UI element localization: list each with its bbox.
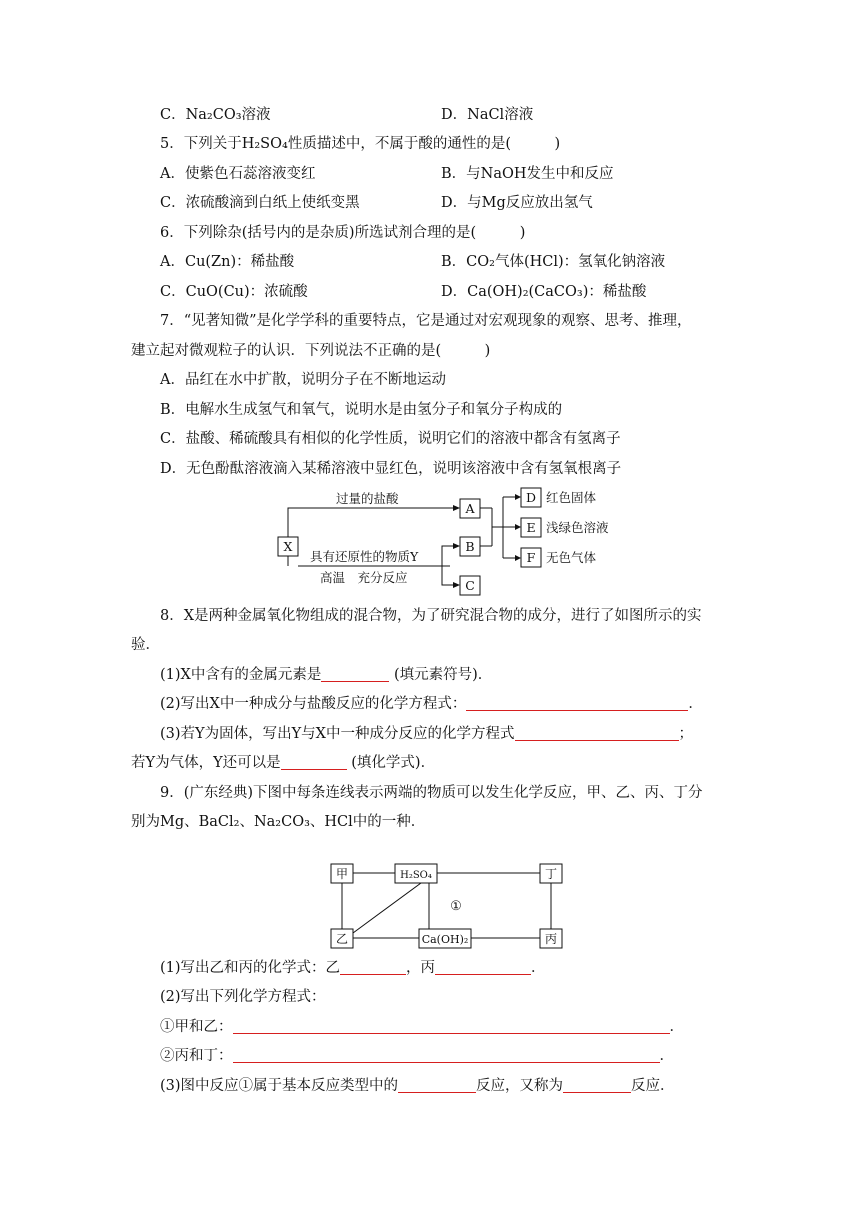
q8-part3: (3)若Y为固体，写出Y与X中一种成分反应的化学方程式 ； — [160, 726, 694, 742]
q8-stem-line1: 8．X是两种金属氧化物组成的混合物，为了研究混合物的成分，进行了如图所示的实 — [160, 608, 702, 624]
label-colorless-gas: 无色气体 — [546, 550, 597, 565]
q9-blank-jia-yi[interactable] — [233, 1019, 670, 1034]
q8-part1: (1)X中含有的金属元素是 (填元素符号)． — [160, 667, 493, 683]
label-excess-hcl: 过量的盐酸 — [336, 491, 399, 506]
q8-blank-1[interactable] — [321, 667, 389, 682]
q5-stem: 5．下列关于H₂SO₄性质描述中，不属于酸的通性的是( ) — [160, 136, 561, 152]
node-jia: 甲 — [335, 867, 349, 881]
q9-part3: (3)图中反应①属于基本反应类型中的 反应，又称为 反应． — [160, 1078, 675, 1094]
q9-stem-line1: 9．(广东经典)下图中每条连线表示两端的物质可以发生化学反应，甲、乙、丙、丁分 — [160, 785, 703, 801]
q8-stem-line2: 验． — [131, 637, 160, 653]
q9-blank-yi[interactable] — [340, 960, 406, 975]
node-f: F — [526, 550, 536, 565]
q8-part2: (2)写出X中一种成分与盐酸反应的化学方程式： ． — [160, 696, 703, 712]
node-c: C — [465, 578, 475, 593]
reaction-flow-diagram — [270, 484, 650, 600]
label-light-green-solution: 浅绿色溶液 — [546, 520, 609, 535]
node-ding: 丁 — [544, 867, 558, 881]
q5-option-b: B．与NaOH发生中和反应 — [441, 166, 614, 182]
q9-stem-line2: 别为Mg、BaCl₂、Na₂CO₃、HCl中的一种． — [131, 814, 426, 830]
node-d: D — [525, 490, 537, 505]
q8-blank-2[interactable] — [466, 696, 688, 711]
reaction-network-diagram — [325, 858, 570, 954]
q7-option-d: D．无色酚酞溶液滴入某稀溶液中显红色，说明该溶液中含有氢氧根离子 — [160, 461, 622, 477]
q4-option-c: C．Na₂CO₃溶液 — [160, 107, 271, 123]
node-e: E — [526, 520, 536, 535]
q5-option-a: A．使紫色石蕊溶液变红 — [160, 166, 316, 182]
node-yi: 乙 — [335, 932, 349, 946]
node-h2so4: H₂SO₄ — [400, 870, 432, 881]
label-red-solid: 红色固体 — [546, 490, 597, 505]
node-caoh2: Ca(OH)₂ — [421, 933, 469, 946]
q7-option-a: A．品红在水中扩散，说明分子在不断地运动 — [160, 372, 446, 388]
q6-option-d: D．Ca(OH)₂(CaCO₃)：稀盐酸 — [441, 284, 647, 300]
node-a: A — [465, 501, 475, 516]
q8-blank-3[interactable] — [515, 726, 679, 741]
q6-option-a: A．Cu(Zn)：稀盐酸 — [160, 254, 295, 270]
node-bing: 丙 — [544, 932, 558, 946]
node-b: B — [465, 539, 475, 554]
reaction-1-marker: ① — [450, 899, 462, 914]
q8-blank-4[interactable] — [281, 755, 347, 770]
q7-option-c: C．盐酸、稀硫酸具有相似的化学性质，说明它们的溶液中都含有氢离子 — [160, 431, 621, 447]
q6-option-c: C．CuO(Cu)：浓硫酸 — [160, 284, 308, 300]
q7-option-b: B．电解水生成氢气和氧气，说明水是由氢分子和氧分子构成的 — [160, 402, 563, 418]
q9-blank-bing-ding[interactable] — [233, 1048, 660, 1063]
q6-option-b: B．CO₂气体(HCl)：氢氧化钠溶液 — [441, 254, 666, 270]
q9-part2: (2)写出下列化学方程式： — [160, 989, 326, 1005]
q9-part2b: ②丙和丁： ． — [160, 1048, 674, 1064]
q5-option-c: C．浓硫酸滴到白纸上使纸变黑 — [160, 195, 360, 211]
q9-blank-bing[interactable] — [435, 960, 531, 975]
label-high-temp: 高温 充分反应 — [320, 570, 408, 585]
node-x: X — [283, 539, 293, 554]
q9-part2a: ①甲和乙： ． — [160, 1019, 684, 1035]
q9-blank-reaction-alias[interactable] — [563, 1078, 631, 1093]
label-reducing-y: 具有还原性的物质Y — [310, 549, 419, 564]
q7-stem-line1: 7．“见著知微”是化学学科的重要特点，它是通过对宏观现象的观察、思考、推理， — [160, 313, 692, 329]
q9-part1: (1)写出乙和丙的化学式：乙 ，丙 ． — [160, 960, 546, 976]
q7-stem-line2: 建立起对微观粒子的认识．下列说法不正确的是( ) — [131, 343, 491, 359]
q6-stem: 6．下列除杂(括号内的是杂质)所选试剂合理的是( ) — [160, 225, 526, 241]
q5-option-d: D．与Mg反应放出氢气 — [441, 195, 593, 211]
q8-part4: 若Y为气体，Y还可以是 (填化学式)． — [131, 755, 436, 771]
q9-blank-reaction-type[interactable] — [398, 1078, 476, 1093]
q4-option-d: D．NaCl溶液 — [441, 107, 534, 123]
